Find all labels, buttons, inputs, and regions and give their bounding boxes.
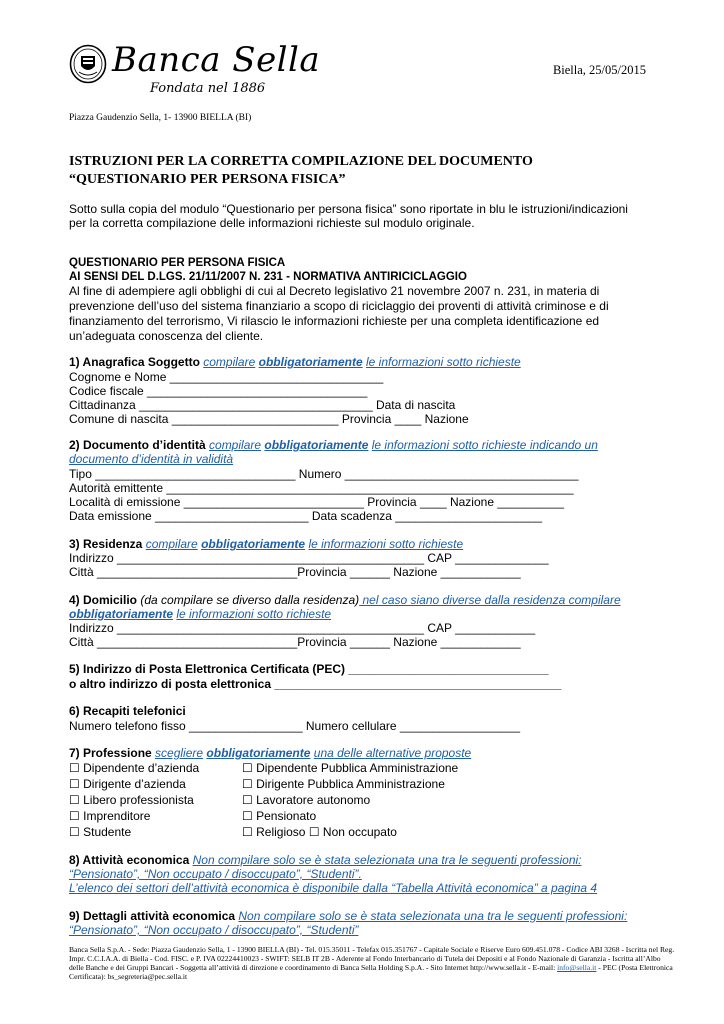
field-residenza-citta: Città ______________________________Provincia ______ Nazione ____________: [69, 565, 521, 579]
option-imprenditore[interactable]: ☐ Imprenditore: [69, 809, 151, 823]
field-localita-emissione: Località di emissione ___________________________ Provincia ____ Nazione __________: [69, 495, 565, 509]
footer-email-link[interactable]: info@sella.it: [557, 963, 597, 972]
checkbox-icon[interactable]: ☐: [242, 761, 253, 775]
intro-line2: per la corretta compilazione delle informazioni richieste sul modulo originale.: [69, 216, 475, 230]
section-9-instruction-line2: “Pensionato”, “Non occupato / disoccupato”, “Studenti”: [69, 923, 359, 937]
checkbox-icon[interactable]: ☐: [69, 793, 80, 807]
section-2-instruction-cont: documento d’identità in validità: [69, 452, 234, 466]
field-pec: 5) Indirizzo di Posta Elettronica Certificata (PEC) ______________________________: [69, 662, 549, 676]
footer-line4: Certificata): bs_segreteria@pec.sella.it: [69, 972, 188, 981]
field-cittadinanza: Cittadinanza ___________________________________ Data di nascita: [69, 398, 456, 412]
field-codice-fiscale: Codice fiscale _________________________________: [69, 384, 368, 398]
form-heading-line2: AI SENSI DEL D.LGS. 21/11/2007 N. 231 - NORMATIVA ANTIRICICLAGGIO: [69, 271, 467, 283]
section-7-heading: 7) Professione scegliere obbligatoriamente una delle alternative proposte: [69, 746, 472, 760]
field-cognome-nome: Cognome e Nome ________________________________: [69, 370, 384, 384]
checkbox-icon[interactable]: ☐: [69, 777, 80, 791]
option-dipendente-pa[interactable]: ☐ Dipendente Pubblica Amministrazione: [242, 761, 459, 775]
option-libero-professionista[interactable]: ☐ Libero professionista: [69, 793, 194, 807]
section-4-instruction-cont: obbligatoriamente le informazioni sotto richieste: [69, 607, 332, 621]
section-8-instruction-line2: “Pensionato”, “Non occupato / disoccupato”, “Studenti”.: [69, 867, 362, 881]
bank-seal-icon: [69, 44, 107, 84]
bank-logo-text: Banca Sella: [112, 40, 321, 80]
option-non-occupato[interactable]: Non occupato: [322, 825, 397, 839]
field-domicilio-citta: Città ______________________________Provincia ______ Nazione ____________: [69, 635, 521, 649]
section-4-heading: 4) Domicilio (da compilare se diverso dalla residenza) nel caso siano diverse dalla residenza compilare: [69, 593, 621, 607]
section-1-heading: 1) Anagrafica Soggetto compilare obbligatoriamente le informazioni sotto richieste: [69, 355, 521, 369]
field-telefoni: Numero telefono fisso _________________ Numero cellulare __________________: [69, 719, 521, 733]
section-9-heading: 9) Dettagli attività economica Non compilare solo se è stata selezionata una tra le seguenti professioni:: [69, 909, 628, 923]
option-pensionato[interactable]: ☐ Pensionato: [242, 809, 317, 823]
section-6-heading: 6) Recapiti telefonici: [69, 704, 186, 718]
field-tipo-numero: Tipo ______________________________ Numero ___________________________________: [69, 467, 579, 481]
option-dirigente-azienda[interactable]: ☐ Dirigente d’azienda: [69, 777, 186, 791]
field-domicilio-indirizzo: Indirizzo ______________________________________________ CAP ____________: [69, 621, 536, 635]
section-3-heading: 3) Residenza compilare obbligatoriamente le informazioni sotto richieste: [69, 537, 464, 551]
section-8-instruction-line3: L’elenco dei settori dell’attività economica è disponibile dalla “Tabella Attività economica” a pagina 4: [69, 881, 598, 895]
field-data-emissione: Data emissione _______________________ Data scadenza ______________________: [69, 509, 543, 523]
form-intro-line2: prevenzione dell’uso del sistema finanziario a scopo di riciclaggio dei proventi di attività criminose e di: [69, 299, 609, 313]
checkbox-icon[interactable]: ☐: [242, 825, 253, 839]
checkbox-icon[interactable]: ☐: [308, 825, 320, 839]
footer-line1: Banca Sella S.p.A. - Sede: Piazza Gaudenzio Sella, 1 - 13900 BIELLA (BI) - Tel. 015.35011 - Telefax 015.351767 - Capitale Sociale e Riserve Euro 609.451.078 - Codice ABI 3268 - Iscritta nel Reg.: [69, 945, 675, 954]
checkbox-icon[interactable]: ☐: [69, 761, 80, 775]
footer-line2: Impr. C.C.I.A.A. di Biella - Cod. FISC. e P. IVA 02224410023 - SWIFT: SELB IT 2B - Aderente al Fondo Interbancario di Tutela dei Depositi e al Fondo Nazionale di Garanzia - Iscritta all’Albo: [69, 954, 661, 963]
bank-logo-tagline: Fondata nel 1886: [150, 81, 266, 96]
section-2-heading: 2) Documento d’identità compilare obbligatoriamente le informazioni sotto richieste indicando un: [69, 438, 598, 452]
form-intro-line4: un’adeguata conoscenza del cliente.: [69, 329, 264, 343]
option-dirigente-pa[interactable]: ☐ Dirigente Pubblica Amministrazione: [242, 777, 445, 791]
form-intro-line1: Al fine di adempiere agli obblighi di cui al Decreto legislativo 21 novembre 2007 n. 231, in materia di: [69, 284, 600, 298]
option-dipendente-azienda[interactable]: ☐ Dipendente d’azienda: [69, 761, 200, 775]
option-studente[interactable]: ☐ Studente: [69, 825, 132, 839]
field-email: o altro indirizzo di posta elettronica ___________________________________________: [69, 677, 562, 691]
checkbox-icon[interactable]: ☐: [69, 825, 80, 839]
checkbox-icon[interactable]: ☐: [242, 777, 253, 791]
field-residenza-indirizzo: Indirizzo ______________________________________________ CAP ______________: [69, 551, 549, 565]
section-8-heading: 8) Attività economica Non compilare solo se è stata selezionata una tra le seguenti professioni:: [69, 853, 582, 867]
checkbox-icon[interactable]: ☐: [69, 809, 80, 823]
field-comune-nascita: Comune di nascita _________________________ Provincia ____ Nazione: [69, 412, 469, 426]
intro-line1: Sotto sulla copia del modulo “Questionario per persona fisica” sono riportate in blu le istruzioni/indicazioni: [69, 202, 628, 216]
form-intro-line3: finanziamento del terrorismo, Vi rilascio le informazioni richieste per una completa identificazione ed: [69, 314, 600, 328]
option-religioso[interactable]: ☐ Religioso ☐ Non occupato: [242, 825, 397, 839]
option-lavoratore-autonomo[interactable]: ☐ Lavoratore autonomo: [242, 793, 371, 807]
checkbox-icon[interactable]: ☐: [242, 809, 253, 823]
document-title-line1: ISTRUZIONI PER LA CORRETTA COMPILAZIONE DEL DOCUMENTO: [69, 154, 533, 169]
checkbox-icon[interactable]: ☐: [242, 793, 253, 807]
document-date: Biella, 25/05/2015: [552, 63, 646, 77]
bank-address: Piazza Gaudenzio Sella, 1- 13900 BIELLA (BI): [69, 113, 252, 123]
document-title-line2: “QUESTIONARIO PER PERSONA FISICA”: [69, 172, 346, 187]
form-heading-line1: QUESTIONARIO PER PERSONA FISICA: [69, 257, 286, 269]
footer-line3: delle Banche e dei Gruppi Bancari - Soggetta all’attività di direzione e coordinamento di Banca Sella Holding S.p.A. - Sito Internet http://www.sella.it - E-mail: info@sella.it - PEC (Posta Elettronica: [69, 963, 673, 972]
field-autorita-emittente: Autorità emittente _____________________________________________________________: [69, 481, 574, 495]
